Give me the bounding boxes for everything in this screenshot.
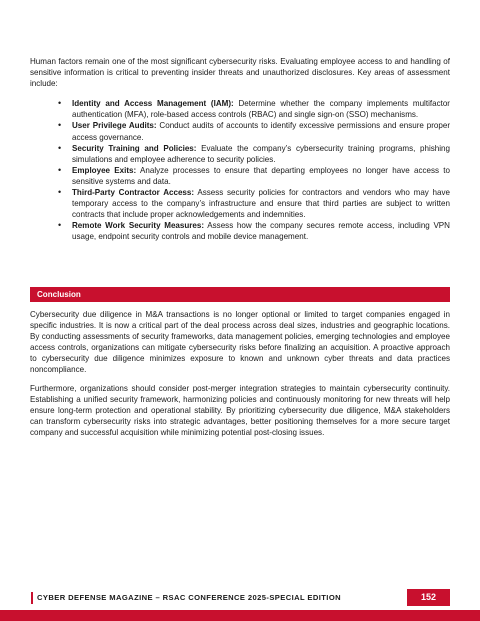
list-item-title: Identity and Access Management (IAM):: [72, 99, 234, 109]
list-item-text: Evaluate the company’s cybersecurity training programs, phishing simulations and employee adherence to security policies.: [72, 143, 450, 164]
intro-paragraph: Human factors remain one of the most significant cybersecurity risks. Evaluating employee access to and handling of sensitive information is critical to preventing insider threats and unauthorized disclosures. Key areas of assessment include:: [30, 57, 450, 89]
assessment-list: [30, 98, 450, 242]
list-item-text: Analyze processes to ensure that departing employees no longer have access to sensitive systems and data.: [72, 165, 450, 186]
list-item: [30, 143, 450, 165]
bullet-icon: •: [58, 220, 62, 231]
page-footer: [30, 592, 450, 605]
bullet-icon: •: [58, 98, 62, 109]
conclusion-content: [30, 309, 450, 438]
conclusion-paragraph: Furthermore, organizations should consider post-merger integration strategies to maintain cybersecurity continuity. Establishing a unified security framework, harmonizing policies and continuously monitoring for new threats will help ensure long-term protection and operational stability. By prioritizing cybersecurity due diligence, M&A stakeholders can transform cybersecurity risks into strategic advantages, better positioning themselves for a more secure target company and successful acquisition while minimizing potential post-closing issues.: [30, 383, 450, 437]
list-item-text: Conduct audits of accounts to identify excessive permissions and ensure proper access governance.: [72, 121, 451, 142]
page-number: 152: [407, 589, 450, 606]
list-item: [30, 220, 450, 242]
section-heading-bar: [30, 287, 450, 302]
section-heading: Conclusion: [37, 290, 81, 299]
bottom-accent-stripe: [0, 610, 480, 621]
body-content: [30, 56, 450, 243]
list-item-text: Assess how the company secures remote access, including VPN usage, endpoint security controls and mobile device management.: [72, 221, 450, 242]
list-item-title: Employee Exits:: [72, 165, 137, 175]
list-item-title: Security Training and Policies:: [72, 143, 197, 153]
list-item: [30, 120, 450, 142]
list-item-title: User Privilege Audits:: [72, 121, 157, 131]
bullet-icon: •: [58, 142, 62, 153]
list-item-text: Determine whether the company implements multifactor authentication (MFA), role-based access controls (RBAC) and single sign-on (SSO) mechanisms.: [72, 99, 450, 120]
bullet-icon: •: [58, 120, 62, 131]
list-item: [30, 165, 450, 187]
list-item: [30, 98, 450, 120]
conclusion-paragraph: Cybersecurity due diligence in M&A transactions is no longer optional or limited to target companies engaged in specific industries. It is now a critical part of the deal process across deal sizes, industries and geographic locations. By conducting assessments of security frameworks, data management policies, emerging technologies and employee access controls, organizations can mitigate cybersecurity risks before finalizing an acquisition. A proactive approach to cybersecurity due diligence minimizes exposure to known and unknown cyber threats and data practices noncompliance.: [30, 310, 450, 375]
footer-accent-mark: [31, 592, 33, 604]
footer-title: CYBER DEFENSE MAGAZINE – RSAC CONFERENCE 2025-SPECIAL EDITION: [37, 593, 342, 602]
list-item-title: Third-Party Contractor Access:: [72, 188, 195, 198]
bullet-icon: •: [58, 164, 62, 175]
list-item-title: Remote Work Security Measures:: [72, 221, 205, 231]
bullet-icon: •: [58, 187, 62, 198]
list-item-text: Assess security policies for contractors and vendors who may have temporary access to the company’s infrastructure and ensure that third parties are subject to written contracts that include proper acknowledgements and indemnities.: [72, 188, 451, 220]
list-item: [30, 187, 450, 220]
